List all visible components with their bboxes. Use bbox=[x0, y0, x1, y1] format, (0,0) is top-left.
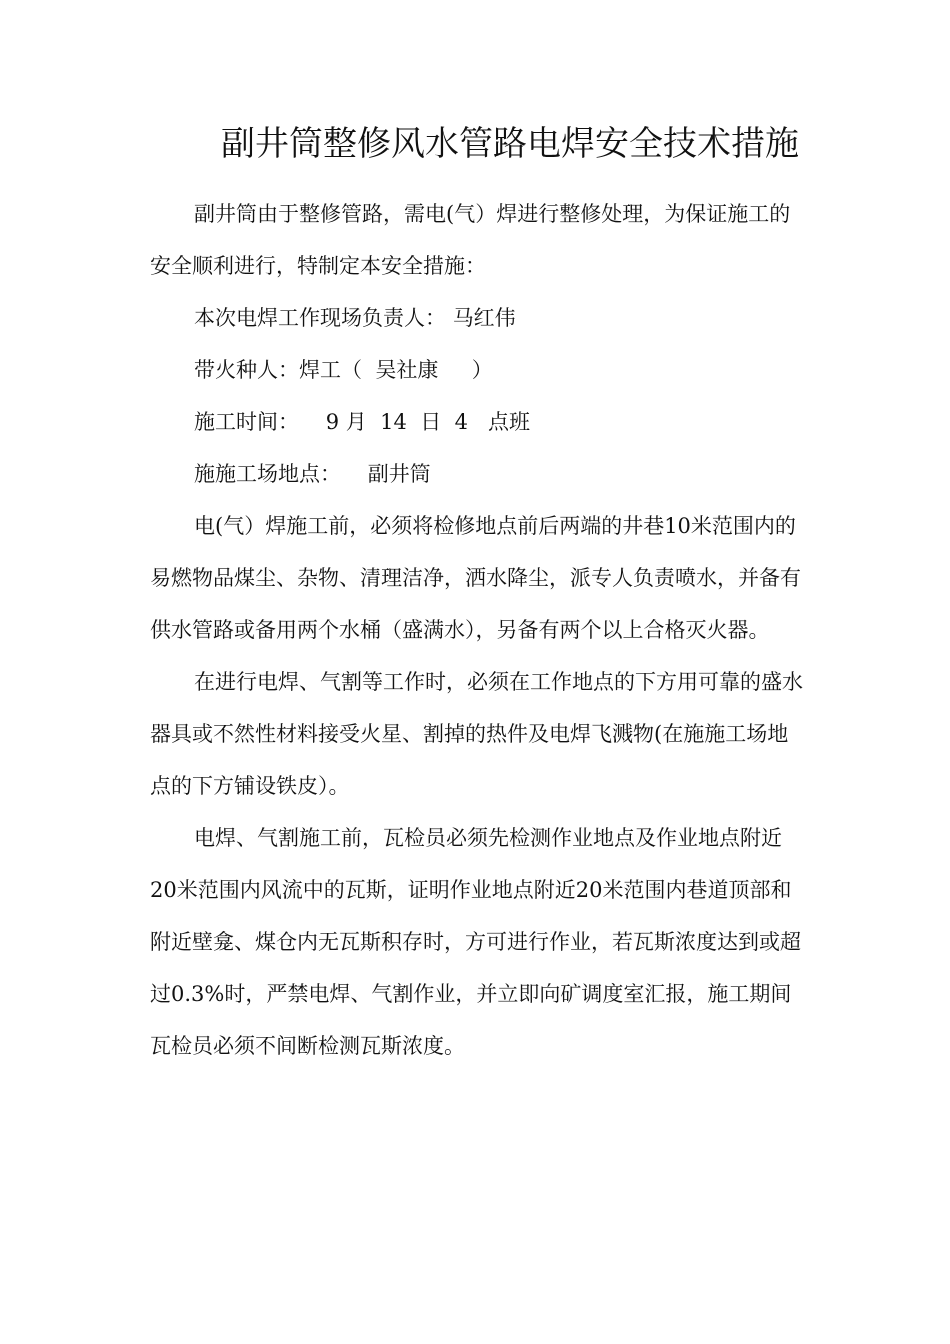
work-site-label: 施施工场地点： bbox=[194, 462, 341, 486]
body-paragraph: 电焊、气割施工前，瓦检员必须先检测作业地点及作业地点附近20米范围内风流中的瓦斯，证明作业地点附近20米范围内巷道顶部和附近壁龛、煤仓内无瓦斯积存时，方可进行作业，若瓦斯浓度达到或超过0.3%时，严禁电焊、气割作业，并立即向矿调度室汇报，施工期间瓦检员必须不间断检测瓦斯浓度。 bbox=[150, 826, 801, 1058]
fire-carrier-label: 带火种人：焊工（ bbox=[194, 358, 362, 382]
work-time-month: 9 bbox=[325, 410, 340, 434]
work-time-day: 14 bbox=[380, 410, 407, 434]
work-time-day-unit: 日 bbox=[420, 410, 442, 434]
fire-carrier-value: 吴社康 bbox=[375, 358, 439, 382]
work-time-shift-unit: 点班 bbox=[487, 410, 530, 434]
fire-carrier-line bbox=[150, 344, 805, 396]
work-time-shift: 4 bbox=[454, 410, 468, 434]
work-time-label: 施工时间： bbox=[194, 410, 299, 434]
work-time-month-unit: 月 bbox=[345, 410, 367, 434]
work-site-value: 副井筒 bbox=[367, 462, 431, 486]
supervisor-value: 马红伟 bbox=[452, 306, 516, 330]
document-body bbox=[150, 188, 805, 1072]
body-paragraph: 电(气）焊施工前，必须将检修地点前后两端的井巷10米范围内的易燃物品煤尘、杂物、清理洁净，洒水降尘，派专人负责喷水，并备有供水管路或备用两个水桶（盛满水），另备有两个以上合格灭火器。 bbox=[150, 514, 801, 642]
body-paragraph: 在进行电焊、气割等工作时，必须在工作地点的下方用可靠的盛水器具或不然性材料接受火星、割掉的热件及电焊飞溅物(在施施工场地点的下方铺设铁皮）。 bbox=[150, 670, 803, 798]
intro-paragraph: 副井筒由于整修管路，需电(气）焊进行整修处理，为保证施工的安全顺利进行，特制定本安全措施： bbox=[150, 202, 791, 278]
work-time-line bbox=[150, 396, 805, 448]
work-site-line bbox=[150, 448, 805, 500]
supervisor-line bbox=[150, 292, 805, 344]
document-title: 副井筒整修风水管路电焊安全技术措施 bbox=[221, 124, 799, 164]
fire-carrier-close: ） bbox=[471, 358, 493, 382]
supervisor-label: 本次电焊工作现场负责人： bbox=[194, 306, 446, 330]
